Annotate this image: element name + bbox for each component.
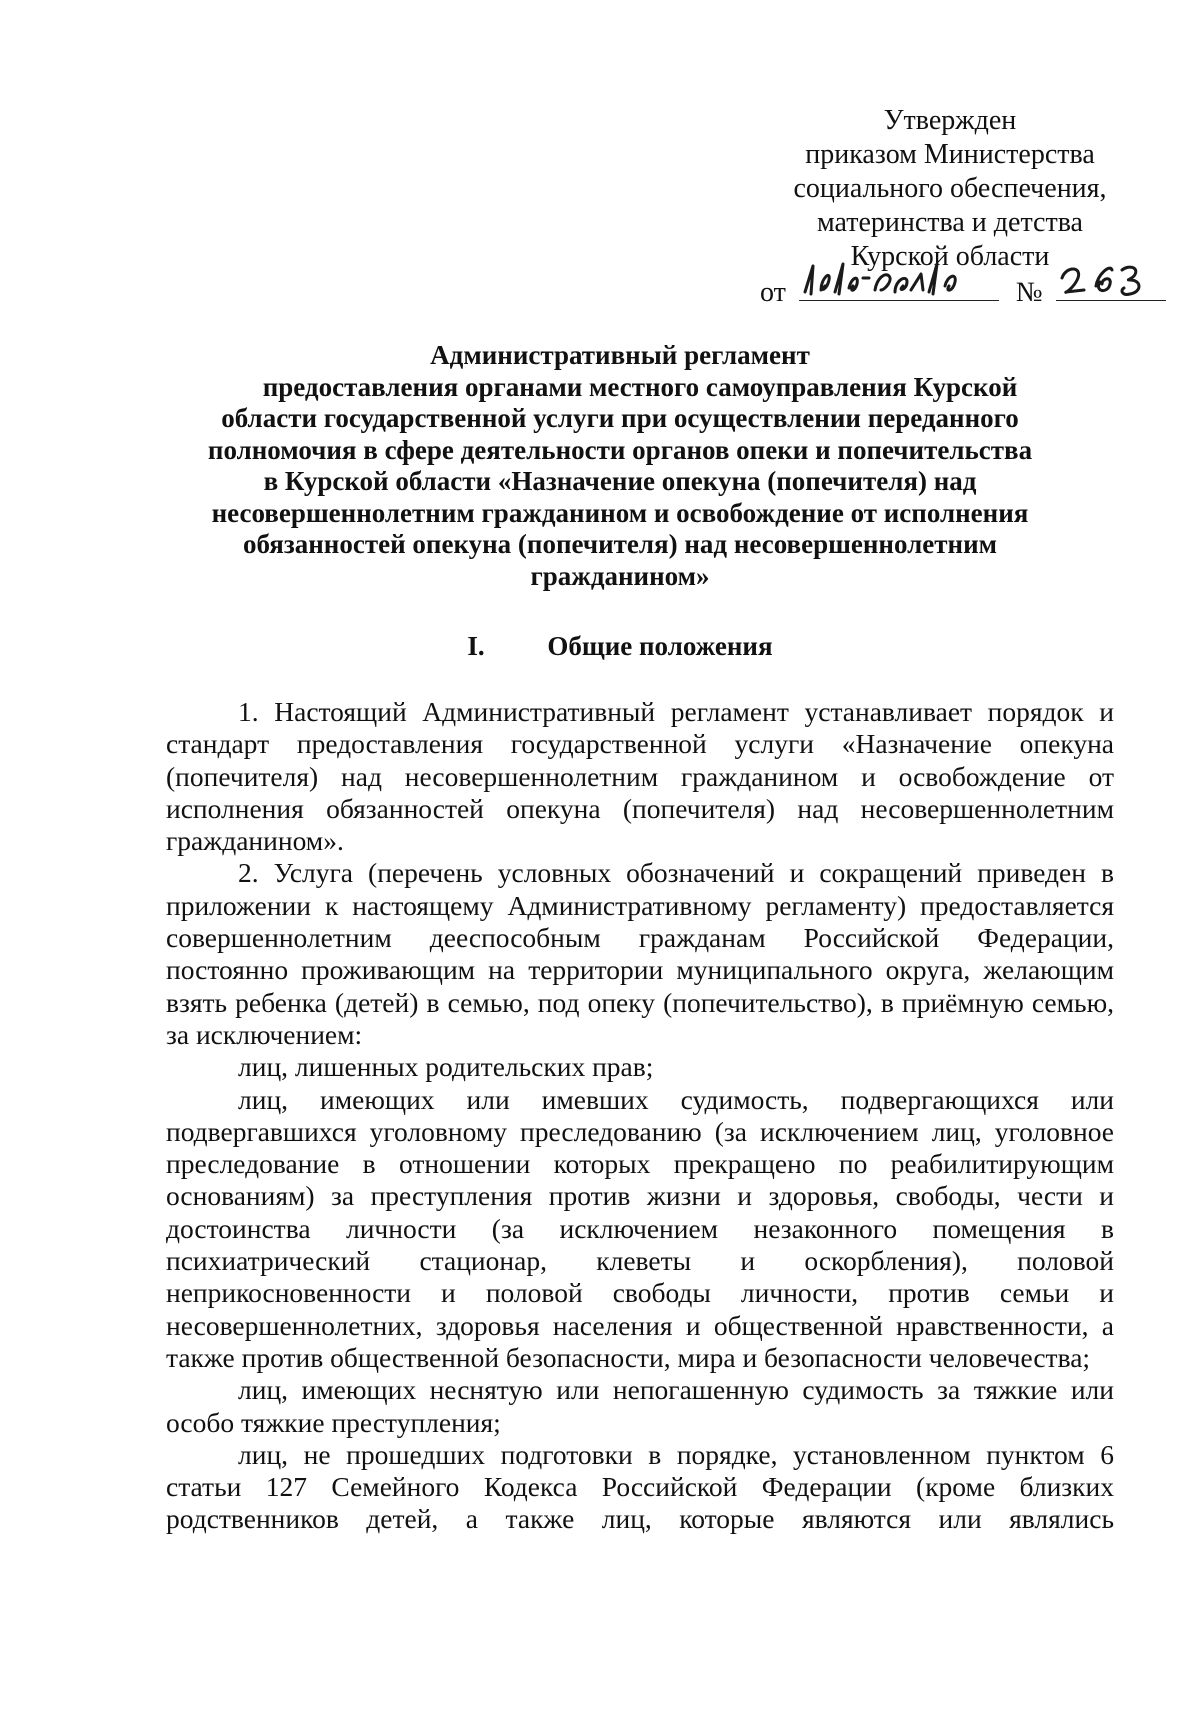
title-line: в Курской области «Назначение опекуна (попечителя) над xyxy=(263,466,977,496)
handwritten-date-signature xyxy=(799,256,999,302)
list-item: лиц, не прошедших подготовки в порядке, установленном пунктом 6 статьи 127 Семейного Кодекса Российской Федерации (кроме близких родственников детей, а также лиц, которые являются или являлись xyxy=(166,1438,1114,1535)
approval-line: Утвержден xyxy=(883,105,1017,136)
approval-block xyxy=(760,104,1140,274)
handwritten-number xyxy=(1056,270,1166,301)
approval-line: материнства и детства xyxy=(817,207,1083,238)
section-number: I. xyxy=(467,631,485,661)
body-text xyxy=(166,696,1114,1536)
title-line: полномочия в сфере деятельности органов опеки и попечительства xyxy=(207,434,1033,465)
paragraph-2: 2. Услуга (перечень условных обозначений и сокращений приведен в приложении к настоящему Административному регламенту) предоставляется совершеннолетним дееспособным гражданам Российской Федерации, постоянно проживающим на территории муниципального округа, желающим взять ребенка (детей) в семью, под опеку (попечительство), в приёмную семью, за исключением: xyxy=(166,857,1114,1050)
approval-line: Курской области xyxy=(850,241,1050,272)
document-title xyxy=(160,340,1080,592)
number-prefix: № xyxy=(1015,277,1043,308)
handwritten-date xyxy=(799,270,999,301)
date-prefix: от xyxy=(760,277,786,308)
approval-line: приказом Министерства xyxy=(805,139,1095,170)
title-line: предоставления органами местного самоуправления Курской xyxy=(262,371,1018,402)
title-line: гражданином» xyxy=(530,560,710,591)
list-item: лиц, лишенных родительских прав; xyxy=(238,1051,654,1083)
title-line: Административный регламент xyxy=(430,340,810,370)
section-title: Общие положения xyxy=(547,631,773,661)
list-item: лиц, имеющих или имевших судимость, подвергающихся или подвергавшихся уголовному преследованию (за исключением лиц, уголовное преследование в отношении которых прекращено по реабилитирующим основаниям) за преступления против жизни и здоровья, свободы, чести и достоинства личности (за исключением незаконного помещения в психиатрический стационар, клеветы и оскорбления), половой неприкосновенности и половой свободы личности, против семьи и несовершеннолетних, здоровья населения и общественной нравственности, а также против общественной безопасности, мира и безопасности человечества; xyxy=(166,1083,1114,1373)
section-heading xyxy=(160,630,1080,662)
handwritten-number-signature xyxy=(1056,256,1166,302)
title-line: области государственной услуги при осуществлении переданного xyxy=(221,403,1019,433)
title-line: обязанностей опекуна (попечителя) над несовершеннолетним xyxy=(242,529,998,559)
list-item: лиц, имеющих неснятую или непогашенную судимость за тяжкие или особо тяжкие преступления; xyxy=(166,1374,1114,1438)
paragraph-1: 1. Настоящий Административный регламент устанавливает порядок и стандарт предоставления государственной услуги «Назначение опекуна (попечителя) над несовершеннолетним гражданином и освобождение от исполнения обязанностей опекуна (попечителя) над несовершеннолетним гражданином». xyxy=(166,696,1114,857)
approval-date-line xyxy=(760,270,1160,310)
approval-line: социального обеспечения, xyxy=(793,173,1107,204)
title-line: несовершеннолетним гражданином и освобождение от исполнения xyxy=(211,497,1029,528)
